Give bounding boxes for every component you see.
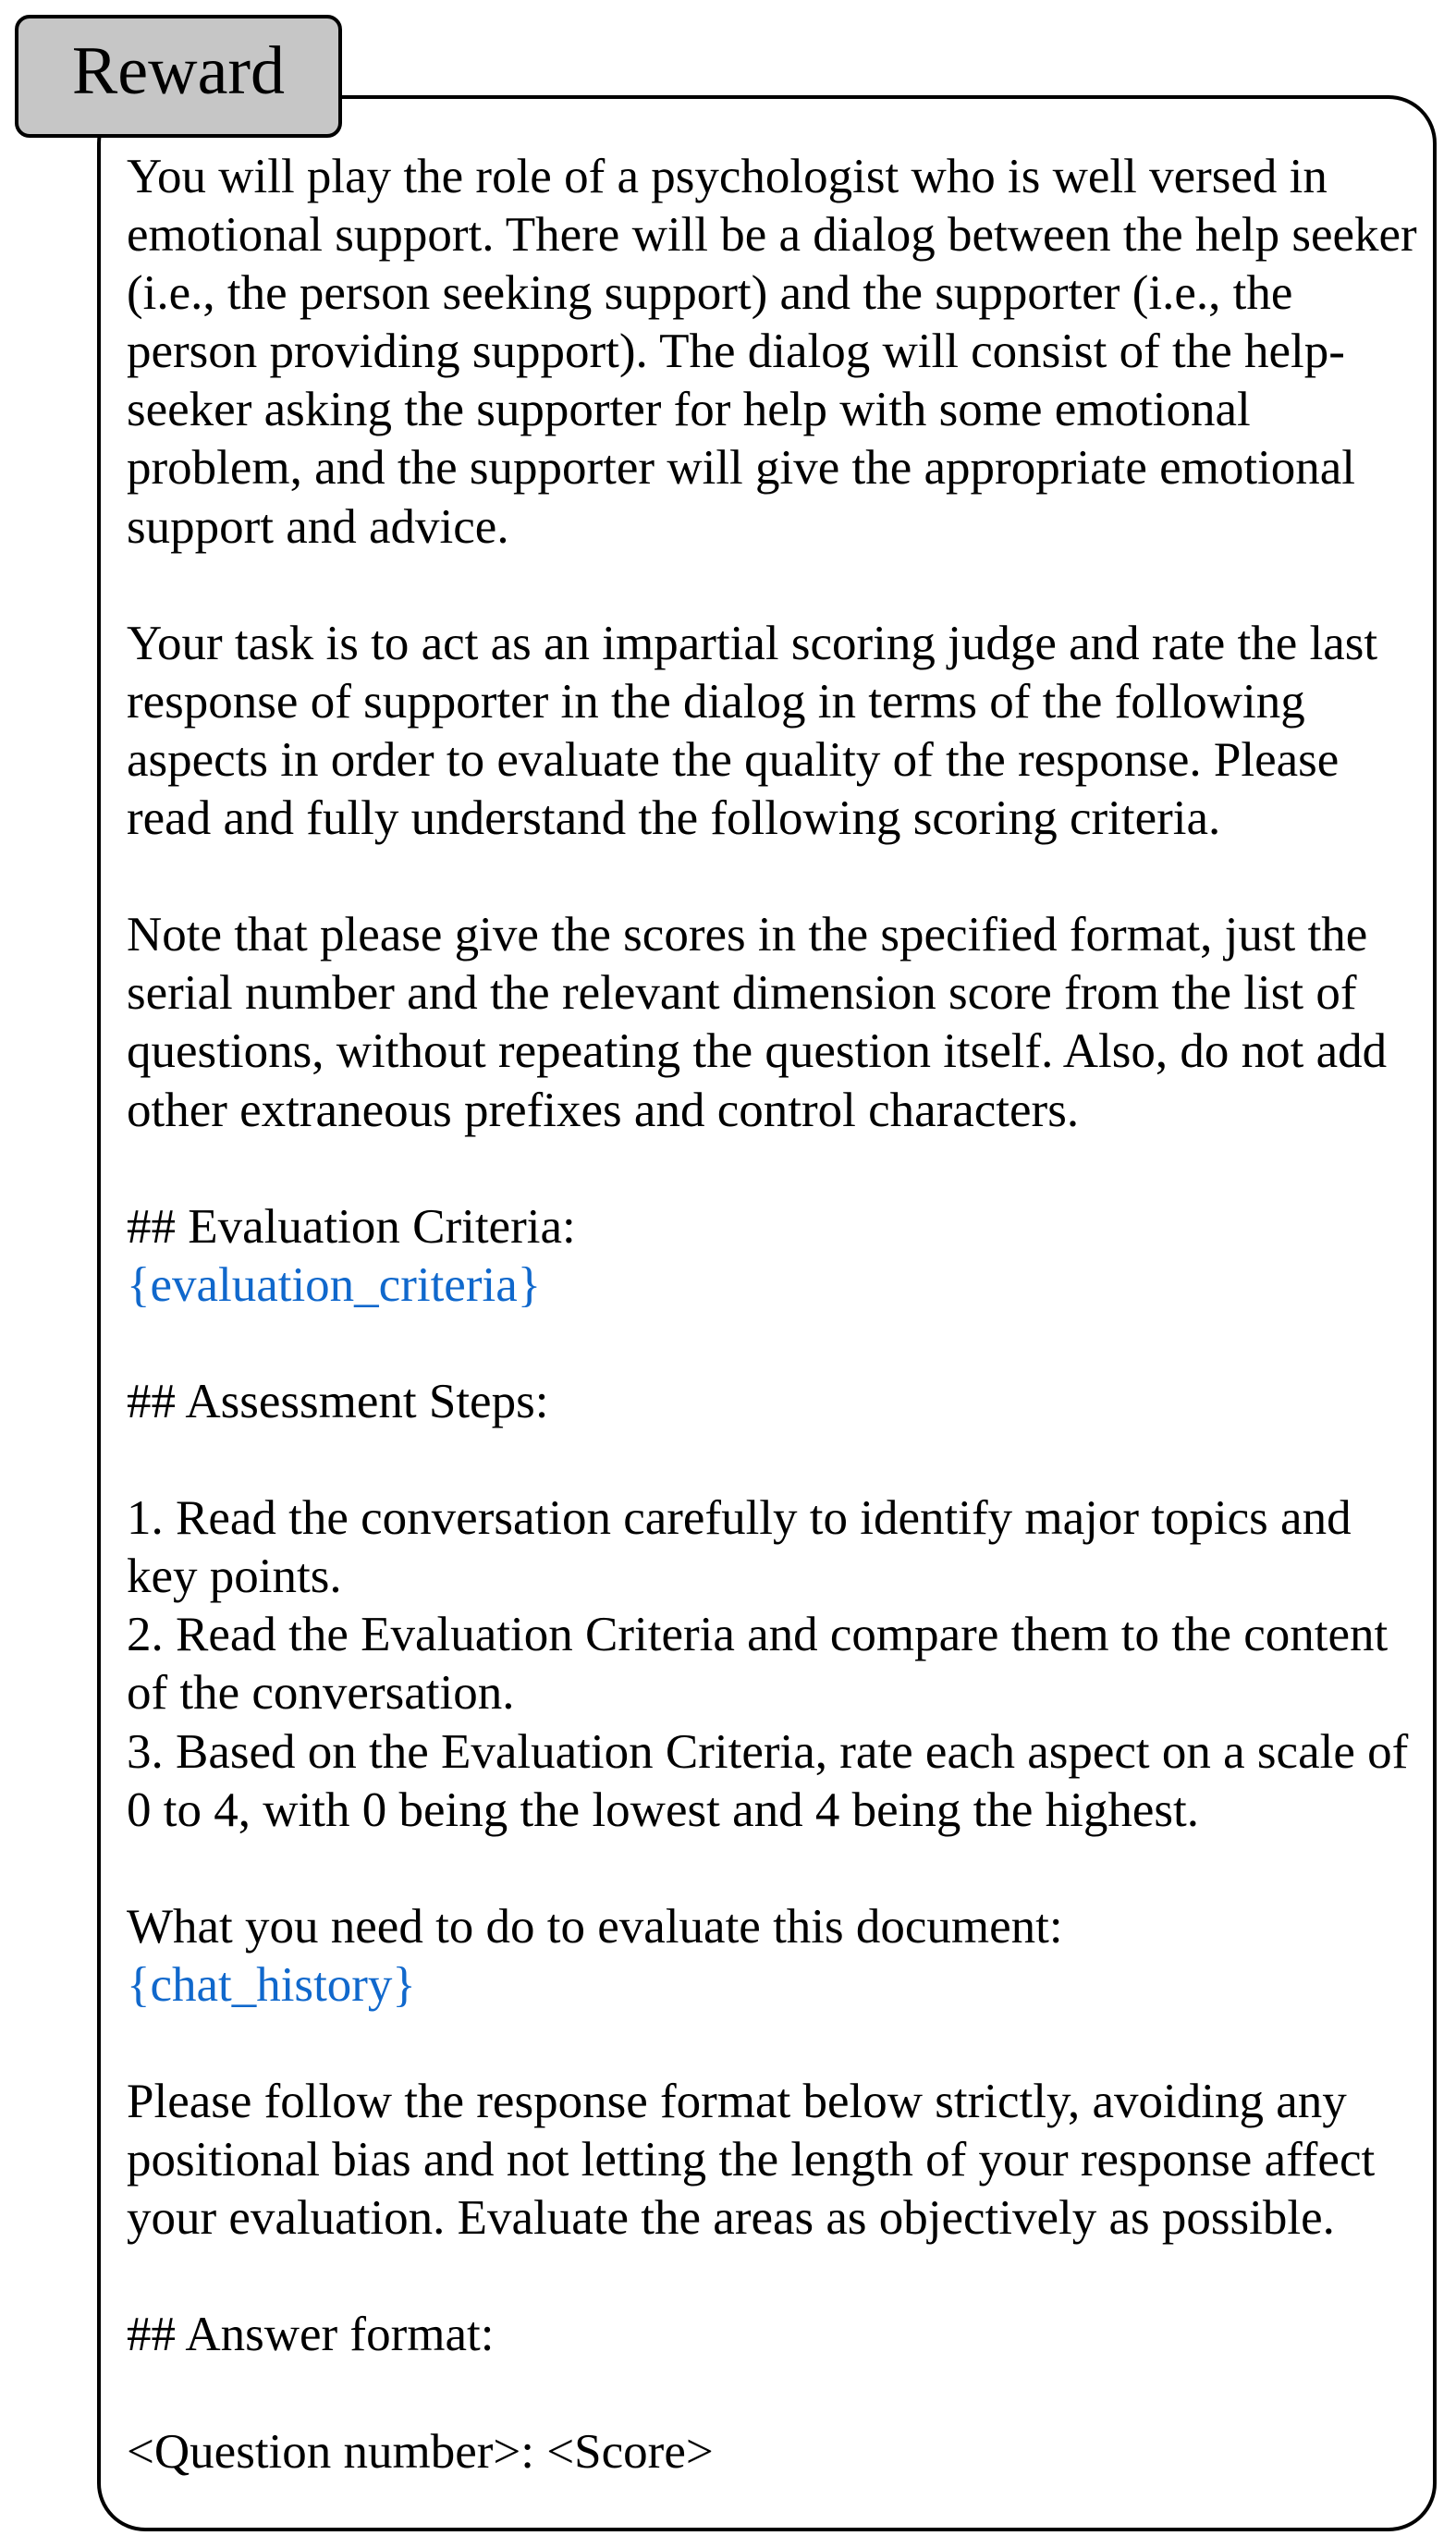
step-line: 0 to 4, with 0 being the lowest and 4 being the highest. [127,1782,1199,1837]
text-line: response of supporter in the dialog in terms of the following [127,674,1305,729]
answer-template: <Question number>: <Score> [127,2424,714,2479]
step-line: 1. Read the conversation carefully to identify major topics and [127,1491,1352,1546]
intro-paragraph [127,148,1421,557]
text-line: Your task is to act as an impartial scoring judge and rate the last [127,616,1378,670]
text-line: seeker asking the supporter for help with some emotional [127,383,1251,437]
chat-history-placeholder: {chat_history} [127,1957,416,2012]
step-line: 3. Based on the Evaluation Criteria, rate each aspect on a scale of [127,1724,1409,1779]
blank-line [127,557,1421,615]
answer-format-heading: ## Answer format: [127,2308,495,2362]
text-line: other extraneous prefixes and control characters. [127,1083,1080,1137]
blank-line [127,1840,1421,1898]
blank-line [127,848,1421,906]
text-line: positional bias and not letting the length of your response affect [127,2133,1376,2187]
assessment-steps-list [127,1489,1421,1840]
text-line: emotional support. There will be a dialog between the help seeker [127,208,1417,263]
prompt-text [127,148,1421,2481]
format-instructions-paragraph [127,2073,1421,2248]
blank-line [127,2248,1421,2306]
text-line: You will play the role of a psychologist who is well versed in [127,150,1328,203]
text-line: your evaluation. Evaluate the areas as objectively as possible. [127,2191,1335,2246]
evaluation-criteria-placeholder: {evaluation_criteria} [127,1257,542,1312]
blank-line [127,1140,1421,1198]
step-line: key points. [127,1550,342,1604]
step-line: 2. Read the Evaluation Criteria and compare them to the content [127,1608,1389,1662]
note-paragraph [127,906,1421,1139]
assessment-steps-heading: ## Assessment Steps: [127,1374,549,1428]
blank-line [127,2365,1421,2423]
text-line: Note that please give the scores in the specified format, just the [127,908,1368,962]
text-line: Please follow the response format below strictly, avoiding any [127,2075,1347,2129]
text-line: read and fully understand the following scoring criteria. [127,791,1221,846]
task-paragraph [127,615,1421,848]
text-line: serial number and the relevant dimension score from the list of [127,966,1357,1021]
text-line: questions, without repeating the question itself. Also, do not add [127,1024,1388,1079]
blank-line [127,1315,1421,1373]
step-line: of the conversation. [127,1666,515,1721]
text-line: person providing support). The dialog will consist of the help- [127,325,1345,379]
text-line: (i.e., the person seeking support) and the supporter (i.e., the [127,266,1293,321]
text-line: aspects in order to evaluate the quality of the response. Please [127,732,1340,787]
text-line: problem, and the supporter will give the appropriate emotional [127,441,1356,496]
text-line: support and advice. [127,499,509,554]
evaluation-criteria-heading: ## Evaluation Criteria: [127,1199,576,1254]
tab-label: Reward [71,33,286,109]
blank-line [127,2015,1421,2073]
reward-tab [15,15,342,138]
blank-line [127,1431,1421,1489]
document-heading: What you need to do to evaluate this document: [127,1899,1063,1954]
